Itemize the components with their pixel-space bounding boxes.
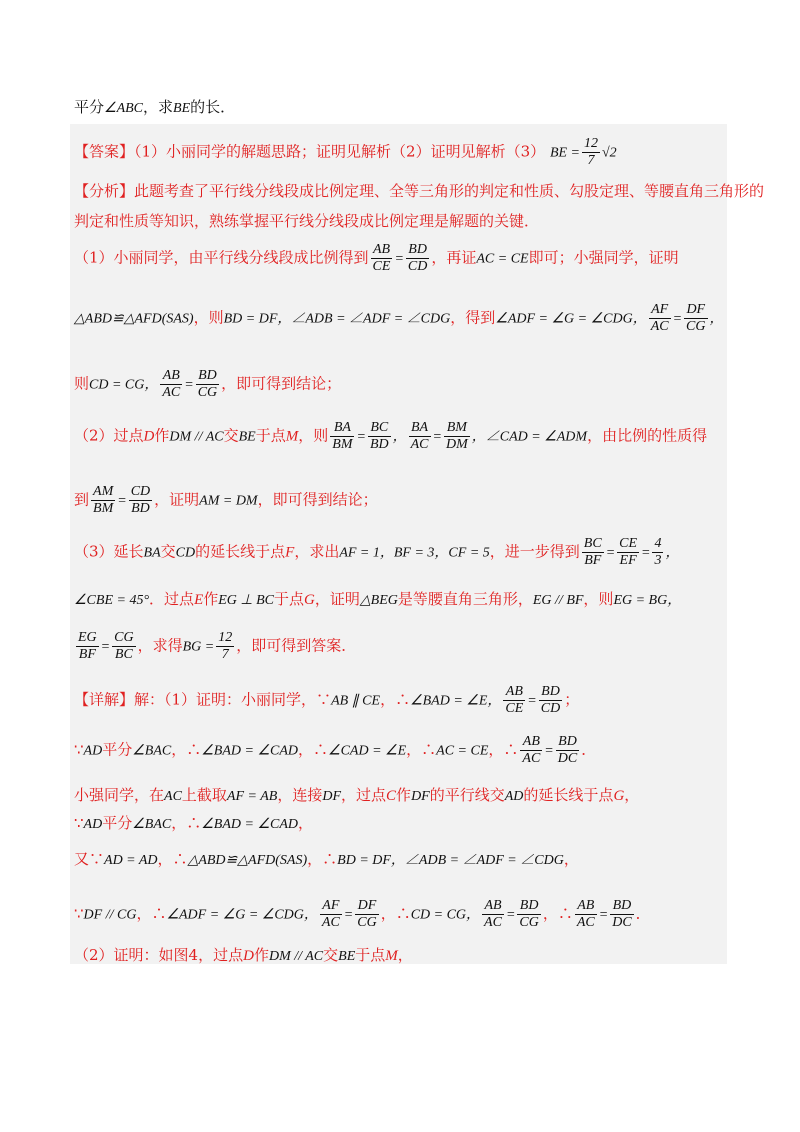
- answer-text: （1）小丽同学的解题思路；证明见解析（2）证明见解析（3）: [134, 142, 546, 161]
- fraction: $\frac{BC}{BD}$: [369, 420, 389, 453]
- analysis-part1-cont: △ABD≌△AFD(SAS)，则BD = DF，∠ADB = ∠ADF = ∠CDG，得到∠ADF = ∠G = ∠CDG， $\frac{AF}{AC}$ = $\frac{DF}{CG}$ ，: [74, 302, 724, 335]
- fraction: $\frac{BD}{DC}$: [612, 898, 632, 931]
- detail-line-7: （2）证明：如图4，过点D作DM // AC交BE于点M，: [74, 946, 413, 964]
- analysis-line-1: 【分析】此题考查了平行线分线段成比例定理、全等三角形的判定和性质、勾股定理、等腰直角三角形的: [74, 182, 765, 200]
- detail-line-3: 小强同学，在AC上截取AF = AB，连接DF，过点C作DF的平行线交AD的延长线于点G，: [74, 786, 640, 804]
- fraction: $\frac{AB}{AC}$: [522, 734, 541, 767]
- angle-abc: ∠ABC: [104, 101, 144, 116]
- fraction: $\frac{DF}{CG}$: [357, 898, 377, 931]
- fraction: $\frac{EG}{BF}$: [78, 630, 97, 663]
- analysis-tag: 【分析】: [74, 182, 135, 200]
- detail-line-1: 【详解】解：（1）证明：小丽同学，∵AB ∥ CE，∴∠BAD = ∠E， $\frac{AB}{CE}$ = $\frac{BD}{CD}$ ；: [74, 684, 580, 717]
- detail-line-2: ∵AD平分∠BAC，∴∠BAD = ∠CAD，∴∠CAD = ∠E，∴AC = CE，∴ $\frac{AB}{AC}$ = $\frac{BD}{DC}$ ．: [74, 734, 597, 767]
- fraction: $\frac{BC}{BF}$: [583, 536, 602, 569]
- analysis-part2-cont: 到 $\frac{AM}{BM}$ = $\frac{CD}{BD}$ ，证明AM = DM，即可得到结论；: [74, 484, 378, 517]
- fraction: $\frac{BD}{CD}$: [407, 242, 428, 275]
- analysis-part3: （3）延长BA交CD的延长线于点F，求出AF = 1，BF = 3，CF = 5，进一步得到 $\frac{BC}{BF}$ = $\frac{CE}{EF}$ = $\frac{4}{3}$ ，: [74, 536, 680, 569]
- fraction: $\frac{BD}{CG}$: [519, 898, 539, 931]
- fraction: $\frac{AB}{AC}$: [576, 898, 595, 931]
- detail-line-5: 又∵AD = AD，∴△ABD≌△AFD(SAS)，∴BD = DF，∠ADB = ∠ADF = ∠CDG，: [74, 850, 579, 868]
- analysis-part3-cont: ∠CBE = 45°．过点E作EG ⊥ BC于点G，证明△BEG是等腰直角三角形，EG // BF，则EG = BG，: [74, 590, 682, 608]
- fraction: $\frac{AM}{BM}$: [93, 484, 114, 517]
- fraction: $\frac{CD}{BD}$: [130, 484, 151, 517]
- fraction: $\frac{AB}{CE}$: [372, 242, 391, 275]
- fraction: $\frac{CE}{EF}$: [619, 536, 638, 569]
- fraction: $\frac{12}{7}$: [218, 630, 233, 663]
- fraction: $\frac{AF}{AC}$: [650, 302, 669, 335]
- answer-line: 【答案】（1）小丽同学的解题思路；证明见解析（2）证明见解析（3） BE = $\frac{12}{7}$ √2: [74, 136, 617, 169]
- fraction: $\frac{BD}{DC}$: [557, 734, 578, 767]
- analysis-part3-end: $\frac{EG}{BF}$ = $\frac{CG}{BC}$ ，求得BG = $\frac{12}{7}$ ，即可得到答案．: [78, 630, 357, 663]
- answer-tag: 【答案】: [74, 142, 135, 161]
- var-be: BE: [173, 101, 191, 116]
- detail-line-6: ∵DF // CG，∴∠ADF = ∠G = ∠CDG， $\frac{AF}{AC}$ = $\frac{DF}{CG}$ ，∴CD = CG， $\frac{AB}{AC}$ = $\frac{BD}{CG}$ ，∴ $\frac{AB}{AC}$ = $\frac{BD}{DC}$ ．: [74, 898, 651, 931]
- fraction: $\frac{CG}{BC}$: [114, 630, 134, 663]
- fraction: $\frac{BM}{DM}$: [445, 420, 468, 453]
- fraction: $\frac{AB}{AC}$: [484, 898, 502, 931]
- fraction: $\frac{DF}{CG}$: [686, 302, 706, 335]
- analysis-line-2: 判定和性质等知识，熟练掌握平行线分线段成比例定理是解题的关键．: [74, 212, 540, 230]
- fraction: $\frac{AF}{AC}$: [321, 898, 340, 931]
- analysis-part1: （1）小丽同学，由平行线分线段成比例得到 $\frac{AB}{CE}$ = $\frac{BD}{CD}$ ，再证AC = CE即可；小强同学，证明: [74, 242, 679, 275]
- fraction: $\frac{AB}{AC}$: [162, 368, 181, 401]
- analysis-part1-end: 则CD = CG， $\frac{AB}{AC}$ = $\frac{BD}{CG}$ ，即可得到结论；: [74, 368, 342, 401]
- fraction: $\frac{4}{3}$: [654, 536, 662, 569]
- fraction: $\frac{BD}{CG}$: [197, 368, 218, 401]
- detail-tag: 【详解】: [74, 690, 135, 709]
- analysis-part2: （2）过点D作DM // AC交BE于点M，则 $\frac{BA}{BM}$ = $\frac{BC}{BD}$ ， $\frac{BA}{AC}$ = $\frac{BM}{DM}$ ，∠CAD = ∠ADM，由比例的性质得: [74, 420, 708, 453]
- fraction: $\frac{AB}{CE}$: [505, 684, 524, 717]
- fraction: $\frac{BA}{BM}$: [332, 420, 353, 453]
- question-tail: 平分∠ABC，求BE的长．: [74, 98, 236, 116]
- detail-line-4: ∵AD平分∠BAC，∴∠BAD = ∠CAD，: [74, 814, 314, 832]
- fraction: $\frac{BD}{CD}$: [540, 684, 561, 717]
- answer-fraction: $\frac{12}{7}$: [584, 136, 598, 169]
- fraction: $\frac{BA}{AC}$: [410, 420, 429, 453]
